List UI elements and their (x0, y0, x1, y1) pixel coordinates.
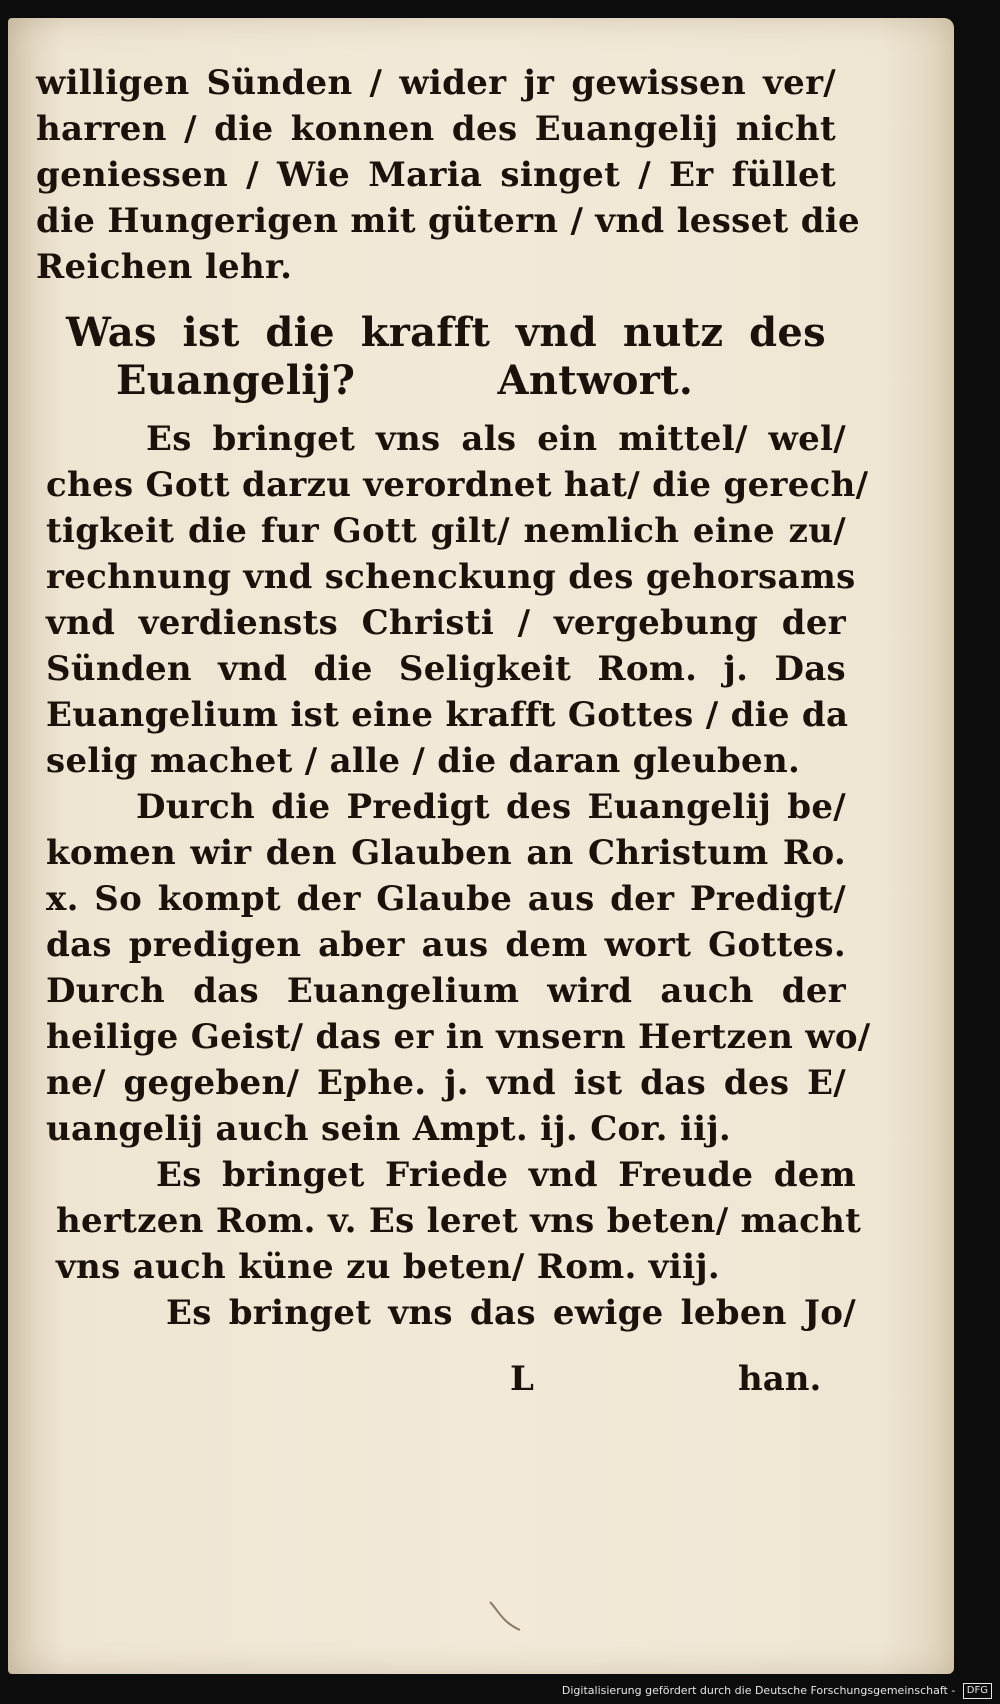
section-heading-answer: Euangelij? Antwort. (116, 357, 694, 404)
paragraph-line: uangelij auch sein Ampt. ij. Cor. iij. (46, 1109, 732, 1149)
paragraph-line: Sünden vnd die Seligkeit Rom. j. Das (46, 649, 846, 689)
text-line: geniessen / Wie Maria singet / Er füllet (36, 155, 836, 195)
paragraph-line: Durch das Euangelium wird auch der (46, 971, 846, 1011)
signature-mark: L (510, 1359, 534, 1399)
text-line: die Hungerigen mit gütern / vnd lesset die (36, 201, 860, 241)
paragraph-line: rechnung vnd schenckung des gehorsams (46, 557, 856, 597)
paragraph-line: Es bringet vns als ein mittel/ wel/ (146, 419, 846, 459)
paragraph-line: Euangelium ist eine krafft Gottes / die da (46, 695, 849, 735)
paragraph-line: Es bringet Friede vnd Freude dem (156, 1155, 856, 1195)
digitization-credit (562, 1682, 992, 1700)
dfg-logo: DFG (963, 1683, 992, 1699)
catchword: han. (738, 1359, 822, 1399)
paragraph-line: ches Gott darzu verordnet hat/ die gerech/ (46, 465, 869, 505)
paragraph-line: tigkeit die fur Gott gilt/ nemlich eine zu/ (46, 511, 846, 551)
paragraph-line: vns auch küne zu beten/ Rom. viij. (56, 1247, 721, 1287)
credit-text: Digitalisierung gefördert durch die Deutsche Forschungsgemeinschaft - (561, 1684, 956, 1697)
paper-mark (486, 1596, 526, 1636)
paragraph-line: heilige Geist/ das er in vnsern Hertzen wo/ (46, 1017, 871, 1057)
paragraph-line: das predigen aber aus dem wort Gottes. (46, 925, 846, 965)
paragraph-line: komen wir den Glauben an Christum Ro. (46, 833, 846, 873)
paragraph-line: x. So kompt der Glaube aus der Predigt/ (46, 879, 846, 919)
paragraph-line: ne/ gegeben/ Ephe. j. vnd ist das des E/ (46, 1063, 846, 1103)
section-heading: Was ist die krafft vnd nutz des (66, 309, 826, 356)
paragraph-line: selig machet / alle / die daran gleuben. (46, 741, 801, 781)
text-line: willigen Sünden / wider jr gewissen ver/ (36, 63, 836, 103)
paragraph-line: Es bringet vns das ewige leben Jo/ (166, 1293, 856, 1333)
text-line: Reichen lehr. (36, 247, 293, 287)
paragraph-line: Durch die Predigt des Euangelij be/ (136, 787, 846, 827)
text-line: harren / die konnen des Euangelij nicht (36, 109, 836, 149)
paragraph-line: hertzen Rom. v. Es leret vns beten/ macht (56, 1201, 862, 1241)
paragraph-line: vnd verdiensts Christi / vergebung der (46, 603, 846, 643)
